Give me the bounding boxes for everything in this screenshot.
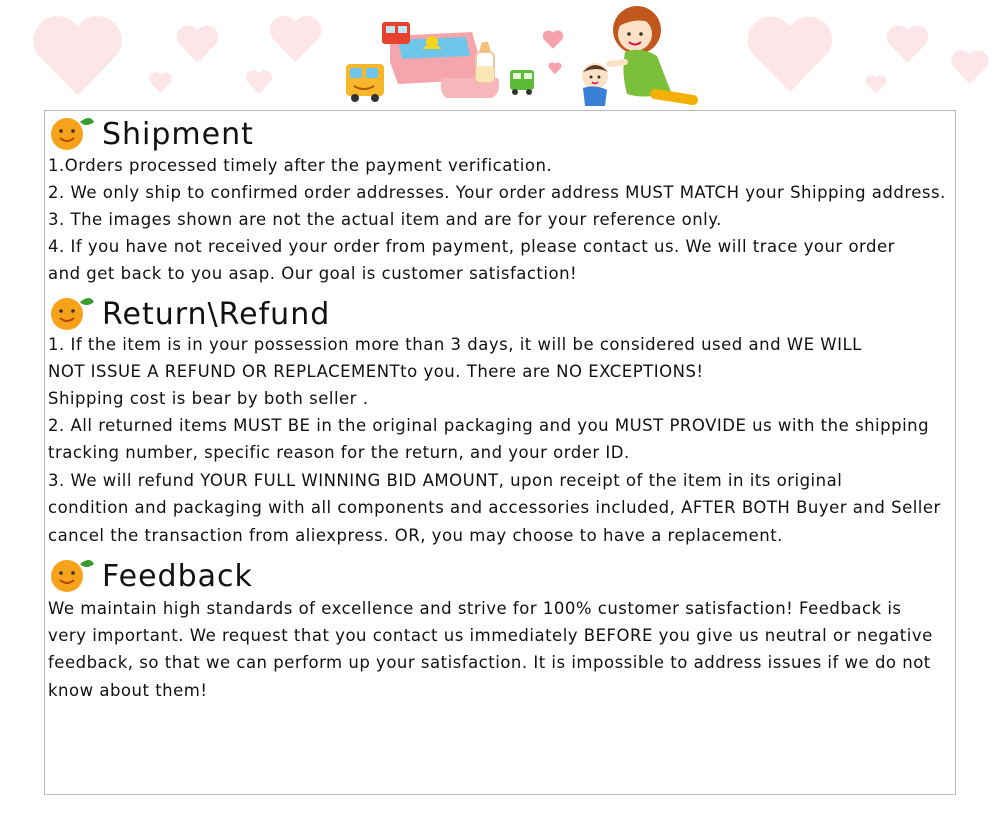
text-line: 2. All returned items MUST BE in the original packaging and you MUST PROVIDE us with the shipping xyxy=(48,416,930,435)
section-title: Feedback xyxy=(102,558,253,594)
heart-icon xyxy=(745,15,835,97)
decorative-banner xyxy=(0,0,1000,120)
text-line: NOT ISSUE A REFUND OR REPLACEMENTto you. There are NO EXCEPTIONS! xyxy=(48,362,704,381)
text-line: know about them! xyxy=(48,681,208,700)
orange-face-icon xyxy=(46,554,96,598)
feedback-heading xyxy=(46,554,253,598)
heart-icon xyxy=(950,50,990,86)
text-line: We maintain high standards of excellence and strive for 100% customer satisfaction! Feedback is xyxy=(48,599,902,618)
return-refund-heading xyxy=(46,292,330,336)
heart-icon xyxy=(548,62,562,75)
text-line: 3. We will refund YOUR FULL WINNING BID AMOUNT, upon receipt of the item in its original xyxy=(48,471,843,490)
section-title: Return\Refund xyxy=(102,296,331,332)
orange-face-icon xyxy=(46,112,96,156)
heart-icon xyxy=(865,75,887,95)
text-line: 3. The images shown are not the actual item and are for your reference only. xyxy=(48,210,722,229)
heart-icon xyxy=(30,15,125,100)
text-line: very important. We request that you contact us immediately BEFORE you give us neutral or negative xyxy=(48,626,933,645)
text-line: cancel the transaction from aliexpress. OR, you may choose to have a replacement. xyxy=(48,526,783,545)
text-line: 1. If the item is in your possession more than 3 days, it will be considered used and WE WILL xyxy=(48,335,862,354)
heart-icon xyxy=(268,15,323,65)
text-line: 4. If you have not received your order from payment, please contact us. We will trace your order xyxy=(48,237,895,256)
toy-illustration xyxy=(342,18,542,114)
heart-icon xyxy=(885,25,930,65)
heart-icon xyxy=(245,70,273,95)
heart-icon xyxy=(175,25,220,65)
heart-icon xyxy=(148,72,173,94)
text-line: and get back to you asap. Our goal is customer satisfaction! xyxy=(48,264,578,283)
text-line: feedback, so that we can perform up your satisfaction. It is impossible to address issues if we do not xyxy=(48,653,931,672)
heart-icon xyxy=(542,30,564,50)
section-title: Shipment xyxy=(102,116,254,152)
text-line: tracking number, specific reason for the return, and your order ID. xyxy=(48,443,630,462)
orange-face-icon xyxy=(46,292,96,336)
text-line: condition and packaging with all components and accessories included, AFTER BOTH Buyer and Seller xyxy=(48,498,941,517)
text-line: 2. We only ship to confirmed order addresses. Your order address MUST MATCH your Shipping address. xyxy=(48,183,946,202)
mother-child-illustration xyxy=(575,2,705,114)
shipment-heading xyxy=(46,112,254,156)
text-line: Shipping cost is bear by both seller . xyxy=(48,389,369,408)
text-line: 1.Orders processed timely after the payment verification. xyxy=(48,156,553,175)
